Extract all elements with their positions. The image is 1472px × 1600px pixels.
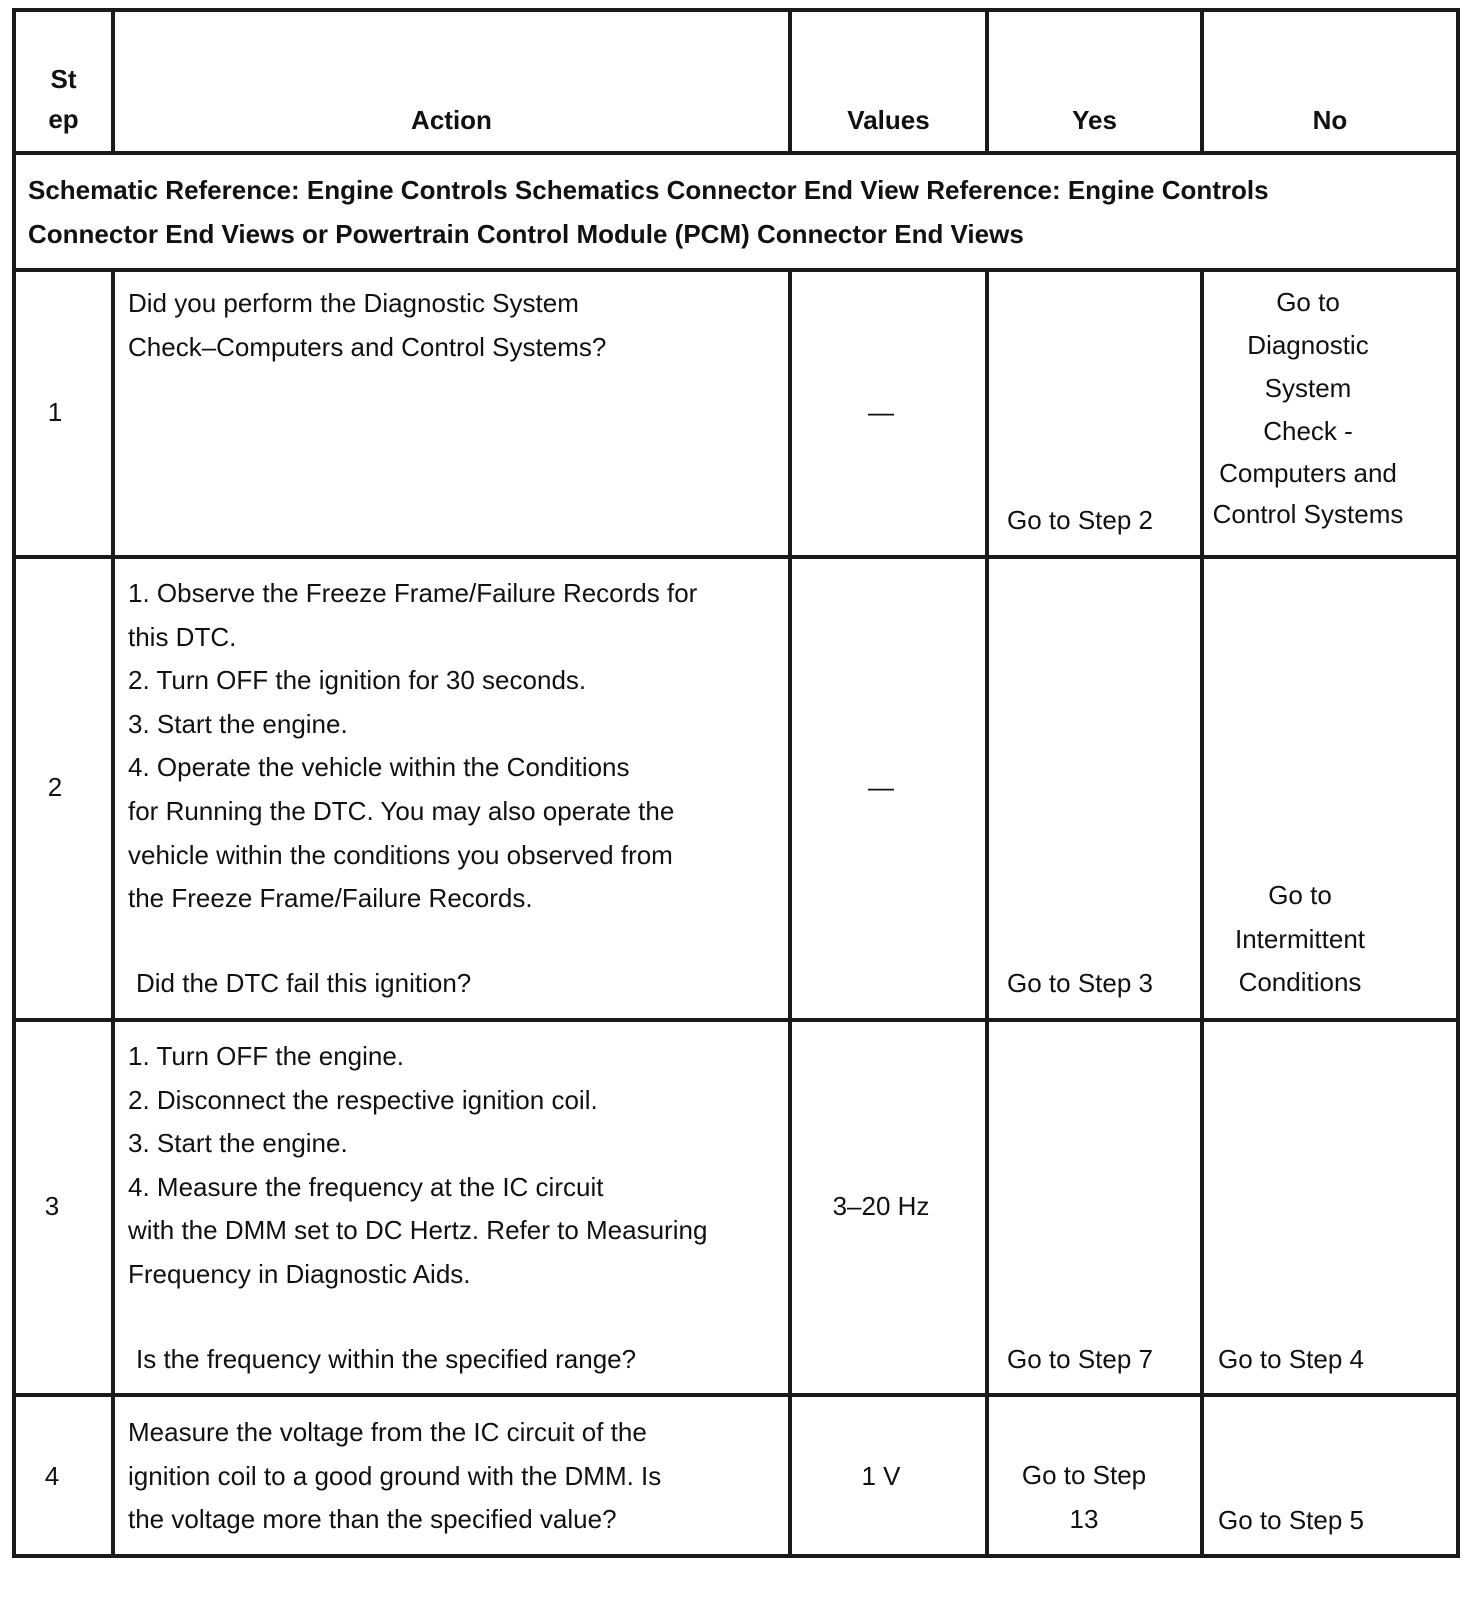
yes-link[interactable]: Go to Step 2 — [1007, 505, 1153, 535]
yes-line: Go to Step — [1021, 1460, 1147, 1490]
action-text — [128, 1411, 661, 1542]
no-line: Computers and — [1219, 458, 1397, 488]
yes-link[interactable]: Go to Step 3 — [1007, 968, 1153, 998]
action-line: 2. Turn OFF the ignition for 30 seconds. — [128, 665, 587, 696]
yes-link[interactable] — [989, 1454, 1179, 1541]
action-question: Is the frequency within the specified range? — [136, 1344, 637, 1374]
no-link[interactable] — [1204, 874, 1396, 1005]
no-line: Conditions — [1238, 967, 1362, 997]
value-cell: 3–20 Hz — [832, 1191, 930, 1221]
action-line: with the DMM set to DC Hertz. Refer to Measuring — [128, 1215, 708, 1246]
action-line: this DTC. — [128, 621, 237, 652]
reference-line: Schematic Reference: Engine Controls Schematics Connector End View Reference: Engine Controls — [28, 175, 1269, 205]
schematic-reference — [28, 168, 1269, 256]
rule-row1-bottom — [12, 555, 1460, 559]
action-line: 4. Operate the vehicle within the Conditions — [128, 752, 630, 783]
action-line: 3. Start the engine. — [128, 1128, 348, 1159]
header-values: Values — [847, 105, 930, 135]
action-text — [128, 281, 606, 369]
header-yes: Yes — [1072, 105, 1117, 135]
action-line: 3. Start the engine. — [128, 708, 348, 739]
rule-reference-bottom — [12, 268, 1460, 272]
no-link[interactable]: Go to Step 5 — [1218, 1505, 1364, 1535]
action-line: for Running the DTC. You may also operate the — [128, 795, 675, 826]
action-text — [128, 1035, 707, 1297]
action-line: 2. Disconnect the respective ignition coil. — [128, 1084, 598, 1115]
action-line: vehicle within the conditions you observed from — [128, 839, 673, 870]
rule-header-bottom — [12, 151, 1460, 155]
no-link[interactable] — [1204, 281, 1412, 534]
action-text — [128, 572, 697, 921]
yes-line: 13 — [1069, 1503, 1099, 1534]
action-line: Did you perform the Diagnostic System — [128, 288, 579, 318]
rule-row2-bottom — [12, 1018, 1460, 1022]
rule-bottom — [12, 1554, 1460, 1558]
no-line: Intermittent — [1234, 923, 1366, 954]
rule-col-action — [788, 268, 792, 1558]
header-action: Action — [411, 105, 492, 135]
action-line: the voltage more than the specified value? — [128, 1504, 617, 1534]
no-line: Check - — [1263, 416, 1353, 446]
action-line: Frequency in Diagnostic Aids. — [128, 1258, 471, 1289]
no-link[interactable]: Go to Step 4 — [1218, 1344, 1364, 1374]
reference-line: Connector End Views or Powertrain Control Module (PCM) Connector End Views — [28, 219, 1024, 249]
no-line: Go to — [1276, 287, 1340, 317]
no-line: System — [1264, 373, 1352, 403]
action-line: 1. Observe the Freeze Frame/Failure Records for — [128, 578, 698, 608]
header-no: No — [1312, 105, 1348, 135]
action-line: Measure the voltage from the IC circuit of the — [128, 1417, 647, 1447]
action-line: 1. Turn OFF the engine. — [128, 1041, 405, 1071]
step-number: 4 — [44, 1461, 60, 1491]
rule-right — [1456, 8, 1460, 1558]
action-line: the Freeze Frame/Failure Records. — [128, 883, 533, 914]
action-line: 4. Measure the frequency at the IC circuit — [128, 1171, 604, 1202]
action-line: Check–Computers and Control Systems? — [128, 332, 607, 362]
rule-col-step — [111, 268, 115, 1558]
header-step — [16, 59, 111, 139]
value-cell: 1 V — [861, 1461, 901, 1491]
rule-top — [12, 8, 1460, 12]
no-line: Control Systems — [1212, 499, 1404, 529]
header-step-line: St — [50, 64, 77, 94]
action-question: Did the DTC fail this ignition? — [136, 968, 472, 998]
header-step-line: ep — [48, 104, 79, 134]
rule-row3-bottom — [12, 1393, 1460, 1397]
step-number: 3 — [44, 1191, 60, 1221]
value-cell: — — [868, 397, 894, 427]
yes-link[interactable]: Go to Step 7 — [1007, 1344, 1153, 1374]
value-cell: — — [868, 772, 894, 802]
no-line: Go to — [1268, 880, 1332, 910]
step-number: 1 — [47, 397, 63, 427]
no-line: Diagnostic — [1247, 330, 1369, 360]
step-number: 2 — [47, 772, 63, 802]
action-line: ignition coil to a good ground with the DMM. Is — [128, 1460, 662, 1491]
